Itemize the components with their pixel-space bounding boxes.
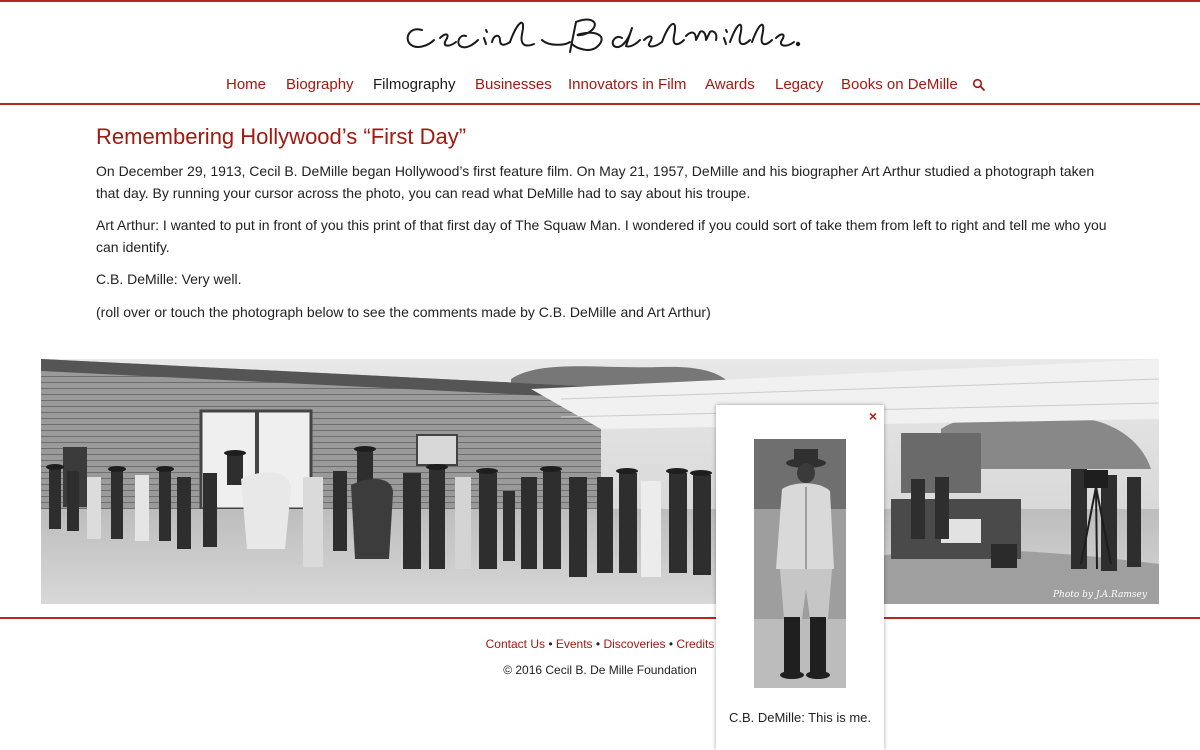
nav-businesses[interactable]: Businesses — [475, 76, 552, 93]
footer-link-contact-us[interactable]: Contact Us — [485, 637, 545, 651]
demille-reply: C.B. DeMille: Very well. — [96, 271, 242, 287]
popup-caption: C.B. DeMille: This is me. — [728, 710, 872, 725]
main-nav — [0, 76, 1200, 98]
nav-awards[interactable]: Awards — [705, 76, 755, 93]
footer-separator: • — [668, 637, 674, 651]
footer-link-events[interactable]: Events — [555, 637, 593, 651]
nav-books-on-demille[interactable]: Books on DeMille — [841, 76, 958, 93]
art-arthur-quote: Art Arthur: I wanted to put in front of you this print of that first day of The Squaw Man. I wondered if you could sort of take them from left to right and tell me who you can identify. — [96, 217, 1107, 255]
footer-copyright: © 2016 Cecil B. De Mille Foundation — [503, 663, 697, 677]
footer-link-discoveries[interactable]: Discoveries — [603, 637, 666, 651]
footer-separator: • — [595, 637, 601, 651]
nav-legacy[interactable]: Legacy — [775, 76, 824, 93]
popup-portrait-image — [754, 439, 846, 688]
nav-home[interactable]: Home — [226, 76, 267, 93]
nav-biography[interactable]: Biography — [286, 76, 354, 93]
close-icon[interactable]: × — [868, 408, 877, 424]
nav-filmography[interactable]: Filmography — [373, 76, 456, 93]
intro-paragraph: On December 29, 1913, Cecil B. DeMille began Hollywood’s first feature film. On May 21, 1957, DeMille and his biographer Art Arthur studied a photograph taken that day. By running your cursor across the photo, you can read what DeMille had to say about his troupe. — [96, 163, 1095, 201]
page-title: Remembering Hollywood’s “First Day” — [96, 124, 467, 149]
footer-separator: • — [548, 637, 553, 651]
footer-links — [0, 637, 1200, 651]
search-icon[interactable] — [972, 78, 986, 92]
panorama-image[interactable] — [41, 359, 1159, 604]
footer-link-credits[interactable]: Credits — [676, 637, 715, 651]
main-content — [96, 120, 1116, 320]
panorama-photo[interactable] — [41, 359, 1159, 604]
photo-credit: Photo by J.A.Ramsey — [1053, 590, 1147, 600]
instructions-text: (roll over or touch the photograph below to see the comments made by C.B. DeMille and Art Arthur) — [96, 304, 711, 320]
photo-tooltip-popup — [716, 405, 884, 750]
footer-rule — [0, 617, 1200, 619]
site-header — [0, 0, 1200, 105]
site-logo[interactable] — [400, 8, 810, 58]
nav-innovators-in-film[interactable]: Innovators in Film — [568, 76, 687, 93]
